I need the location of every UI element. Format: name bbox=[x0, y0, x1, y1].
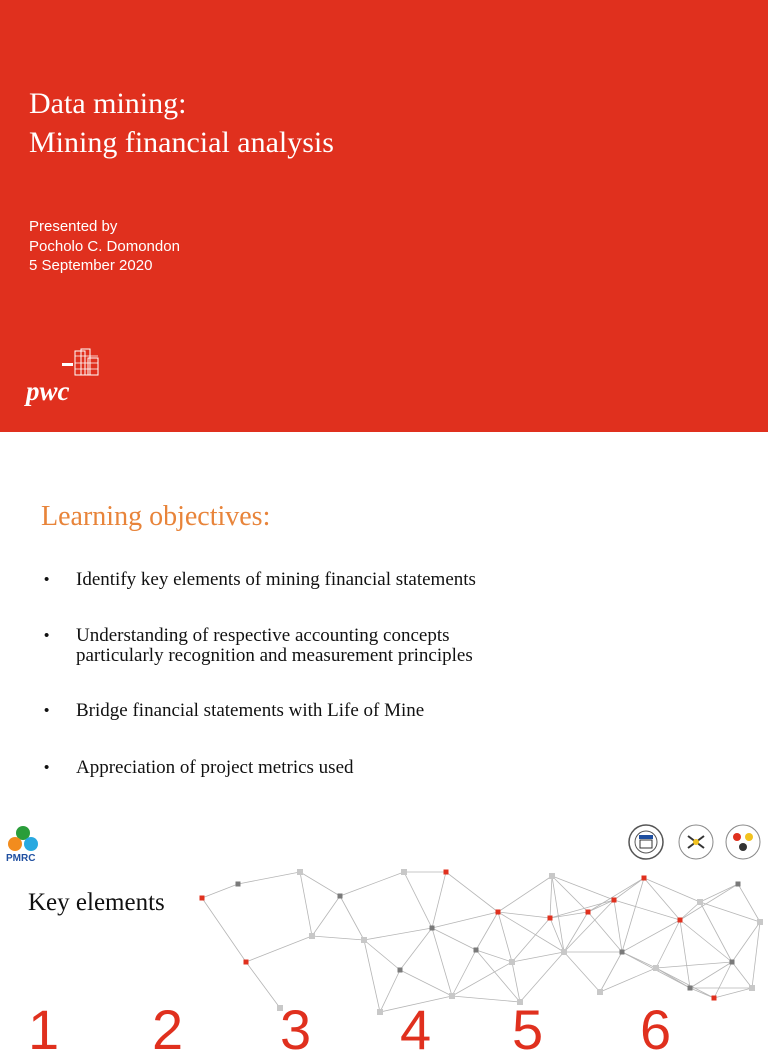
objective-text-continued: particularly recognition and measurement principles bbox=[76, 645, 473, 666]
objectives-list bbox=[44, 570, 744, 778]
pwc-logo bbox=[24, 346, 104, 408]
element-number-3: 3 bbox=[280, 998, 312, 1061]
bullet-icon: • bbox=[44, 627, 50, 644]
network-node bbox=[757, 919, 763, 925]
network-node bbox=[401, 869, 407, 875]
network-node bbox=[597, 989, 603, 995]
bullet-icon: • bbox=[44, 571, 50, 588]
network-node bbox=[620, 950, 625, 955]
network-node bbox=[688, 986, 693, 991]
objective-text: Appreciation of project metrics used bbox=[76, 757, 354, 778]
network-node bbox=[398, 968, 403, 973]
network-node bbox=[200, 896, 205, 901]
presenter-block bbox=[29, 217, 180, 276]
key-elements-heading: Key elements bbox=[28, 889, 165, 916]
objective-text: Bridge financial statements with Life of Mine bbox=[76, 700, 425, 721]
network-node bbox=[496, 910, 501, 915]
network-node bbox=[712, 996, 717, 1001]
element-number-1: 1 bbox=[28, 998, 60, 1061]
network-node bbox=[297, 869, 303, 875]
partner-seals bbox=[626, 822, 766, 864]
network-node bbox=[444, 870, 449, 875]
list-item bbox=[44, 570, 744, 590]
list-item bbox=[44, 701, 744, 721]
objective-text: Identify key elements of mining financial statements bbox=[76, 569, 476, 590]
element-number-6: 6 bbox=[640, 998, 672, 1061]
title-line-2: Mining financial analysis bbox=[29, 126, 334, 159]
network-node bbox=[430, 926, 435, 931]
seal-icon bbox=[679, 825, 713, 859]
element-number-2: 2 bbox=[152, 998, 184, 1061]
network-node bbox=[642, 876, 647, 881]
network-node bbox=[338, 894, 343, 899]
title-slide bbox=[0, 0, 768, 432]
key-elements-slide bbox=[0, 812, 768, 1061]
network-node bbox=[730, 960, 735, 965]
seal-icon bbox=[629, 825, 663, 859]
learning-objectives-slide bbox=[0, 432, 768, 812]
pmrc-logo bbox=[2, 824, 44, 864]
network-node bbox=[361, 937, 367, 943]
svg-text:pwc: pwc bbox=[26, 376, 70, 406]
network-node bbox=[548, 916, 553, 921]
learning-objectives-heading: Learning objectives: bbox=[41, 501, 271, 532]
network-node bbox=[449, 993, 455, 999]
network-node bbox=[244, 960, 249, 965]
bullet-icon: • bbox=[44, 702, 50, 719]
network-node bbox=[509, 959, 515, 965]
element-number-4: 4 bbox=[400, 998, 432, 1061]
network-node bbox=[309, 933, 315, 939]
network-node bbox=[612, 898, 617, 903]
bullet-icon: • bbox=[44, 759, 50, 776]
network-node bbox=[549, 873, 555, 879]
network-node bbox=[474, 948, 479, 953]
network-node bbox=[586, 910, 591, 915]
presenter-name: Pocholo C. Domondon bbox=[29, 237, 180, 255]
network-node bbox=[697, 899, 703, 905]
element-number-5: 5 bbox=[512, 998, 544, 1061]
network-node bbox=[653, 965, 659, 971]
network-node bbox=[749, 985, 755, 991]
objective-text: Understanding of respective accounting concepts bbox=[76, 625, 450, 646]
network-node bbox=[736, 882, 741, 887]
presentation-date: 5 September 2020 bbox=[29, 257, 153, 274]
element-numbers bbox=[0, 998, 768, 1062]
network-node bbox=[236, 882, 241, 887]
presented-by-label: Presented by bbox=[29, 218, 118, 235]
svg-text:PMRC: PMRC bbox=[6, 853, 36, 864]
network-node bbox=[561, 949, 567, 955]
title-line-1: Data mining: bbox=[29, 87, 187, 120]
list-item bbox=[44, 626, 744, 666]
seal-icon bbox=[726, 825, 760, 859]
network-node bbox=[678, 918, 683, 923]
list-item bbox=[44, 758, 744, 778]
network-lines bbox=[202, 872, 760, 1012]
slide-title bbox=[29, 84, 334, 162]
